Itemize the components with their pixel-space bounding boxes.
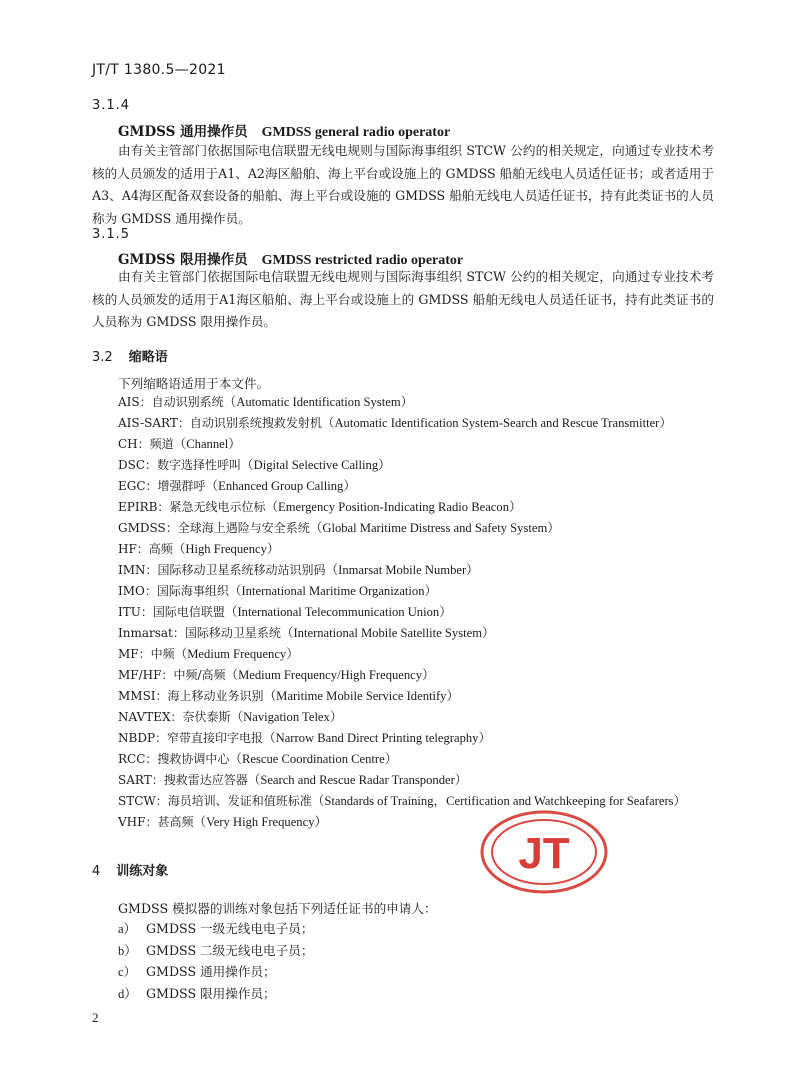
training-targets-intro: GMDSS 模拟器的训练对象包括下列适任证书的申请人： <box>118 901 437 916</box>
abbr-en: （International Telecommunication Union） <box>224 605 452 619</box>
abbr-en: （Medium Frequency） <box>174 647 299 661</box>
clause-number-3-1-5: 3.1.5 <box>92 227 131 242</box>
abbr-en: （Very High Frequency） <box>193 815 328 829</box>
abbr-cn: 国际电信联盟 <box>152 605 225 619</box>
training-target-list <box>118 918 313 1004</box>
abbr: ITU： <box>118 605 153 619</box>
abbr-cn: 全球海上遇险与安全系统 <box>177 521 310 535</box>
section-heading-4 <box>92 860 168 879</box>
standard-code-header: JT/T 1380.5—2021 <box>92 62 226 78</box>
abbr: STCW： <box>118 794 168 808</box>
abbreviation-item <box>118 665 686 686</box>
section-number: 3.2 <box>92 350 113 365</box>
abbr: MMSI： <box>118 689 168 703</box>
item-text: GMDSS 二级无线电电子员； <box>146 942 314 958</box>
abbr-cn: 海员培训、发证和值班标准 <box>167 794 312 808</box>
abbr: NAVTEX： <box>118 710 183 724</box>
abbreviation-item <box>118 644 686 665</box>
stamp-text: JT <box>518 829 570 878</box>
abbreviation-item <box>118 476 686 497</box>
abbr-cn: 甚高频 <box>157 815 194 829</box>
abbreviation-item <box>118 560 686 581</box>
abbreviation-item <box>118 518 686 539</box>
term-en: GMDSS restricted radio operator <box>261 253 464 268</box>
abbreviation-item <box>118 434 686 455</box>
abbreviation-item <box>118 770 686 791</box>
abbreviations-intro: 下列缩略语适用于本文件。 <box>118 376 270 391</box>
item-text: GMDSS 通用操作员； <box>146 964 276 979</box>
abbr-en: （Narrow Band Direct Printing telegraphy） <box>263 731 492 745</box>
abbr: EGC： <box>118 479 158 493</box>
abbr: MF： <box>118 647 151 661</box>
abbreviation-item <box>118 623 686 644</box>
abbreviation-item <box>118 686 686 707</box>
abbreviation-item <box>118 749 686 770</box>
abbr-cn: 自动识别系统 <box>151 395 224 409</box>
abbr: IMO： <box>118 584 157 598</box>
abbr-cn: 中频/高频 <box>173 668 226 682</box>
abbr-en: （Channel） <box>173 437 241 451</box>
abbr-en: （Rescue Coordination Centre） <box>229 752 398 766</box>
abbr: RCC： <box>118 752 158 766</box>
abbr-cn: 海上移动业务识别 <box>167 689 264 703</box>
abbr-cn: 增强群呼 <box>157 479 206 493</box>
abbr-cn: 中频 <box>150 647 175 661</box>
abbr-en: （International Mobile Satellite System） <box>280 626 495 640</box>
abbr-en: （Automatic Identification System） <box>223 395 414 409</box>
term-cn: GMDSS 通用操作员 <box>118 124 248 140</box>
item-text: GMDSS 一级无线电电子员； <box>146 921 314 936</box>
section-number: 4 <box>92 864 101 879</box>
abbr-en: （Global Maritime Distress and Safety System） <box>309 521 560 535</box>
abbr-cn: 频道 <box>149 437 174 451</box>
abbr: AIS： <box>118 395 152 409</box>
abbr-en: （Search and Rescue Radar Transponder） <box>247 773 468 787</box>
abbr-en: （Maritime Mobile Service Identify） <box>263 689 460 703</box>
abbr-cn: 国际移动卫星系统移动站识别码 <box>157 563 326 577</box>
abbr: Inmarsat： <box>118 626 185 640</box>
clause-number-3-1-4: 3.1.4 <box>92 98 131 113</box>
abbr: DSC： <box>118 458 158 472</box>
item-text: GMDSS 限用操作员； <box>146 985 276 1001</box>
abbr: NBDP： <box>118 731 168 745</box>
abbr: HF： <box>118 542 149 556</box>
abbreviation-item <box>118 497 686 518</box>
abbr: GMDSS： <box>118 521 178 535</box>
list-item <box>118 940 313 962</box>
abbr-en: （Navigation Telex） <box>230 710 343 724</box>
section-title: 训练对象 <box>116 864 169 879</box>
abbr-en: （Automatic Identification System-Search and Rescue Transmitter） <box>321 416 672 430</box>
abbr: SART： <box>118 773 164 787</box>
jt-stamp-logo <box>478 808 610 896</box>
abbr-en: （Standards of Training，Certification and Watchkeeping for Seafarers） <box>311 794 687 808</box>
abbr-cn: 高频 <box>148 542 173 556</box>
abbreviation-item <box>118 728 686 749</box>
term-3-1-4 <box>118 120 450 141</box>
abbreviation-item <box>118 455 686 476</box>
abbr: MF/HF： <box>118 668 174 682</box>
definition-3-1-4: 由有关主管部门依据国际电信联盟无线电规则与国际海事组织 STCW 公约的相关规定，向通过专业技术考核的人员颁发的适用于A1、A2海区船舶、海上平台或设施上的 GMDSS 船舶无线电人员适任证书；或者适用于A3、A4海区配备双套设备的船舶、海上平台或设施的 GMDSS 船舶无线电人员适任证书，持有此类证书的人员称为 GMDSS 通用操作员。 <box>92 143 714 226</box>
abbr-cn: 国际移动卫星系统 <box>184 626 281 640</box>
abbr-en: （Inmarsat Mobile Number） <box>325 563 479 577</box>
list-item <box>118 961 313 983</box>
abbr-en: （High Frequency） <box>172 542 280 556</box>
abbr-en: （Enhanced Group Calling） <box>205 479 356 493</box>
definition-3-1-5: 由有关主管部门依据国际电信联盟无线电规则与国际海事组织 STCW 公约的相关规定，向通过专业技术考核的人员颁发的适用于A1海区船舶、海上平台或设施上的 GMDSS 船舶无线电人员适任证书，持有此类证书的人员称为 GMDSS 限用操作员。 <box>92 269 714 329</box>
item-label: d） <box>118 986 137 1001</box>
abbr-en: （International Maritime Organization） <box>228 584 438 598</box>
abbr: AIS-SART： <box>118 416 190 430</box>
abbreviation-item <box>118 707 686 728</box>
abbreviation-item <box>118 413 686 434</box>
abbr: CH： <box>118 437 150 451</box>
abbr-cn: 紧急无线电示位标 <box>169 500 266 514</box>
term-cn: GMDSS 限用操作员 <box>118 252 248 268</box>
list-item <box>118 983 313 1005</box>
section-title: 缩略语 <box>128 350 168 365</box>
abbr-cn: 窄带直接印字电报 <box>167 731 264 745</box>
item-label: a） <box>118 922 137 936</box>
abbr: EPIRB： <box>118 500 170 514</box>
abbr-en: （Digital Selective Calling） <box>241 458 391 472</box>
abbr: IMN： <box>118 563 158 577</box>
abbr-en: （Medium Frequency/High Frequency） <box>225 668 435 682</box>
page-number: 2 <box>92 1010 99 1025</box>
abbreviation-item <box>118 602 686 623</box>
item-label: c） <box>118 965 137 979</box>
abbreviation-list <box>118 392 686 833</box>
list-item <box>118 918 313 940</box>
abbreviation-item <box>118 581 686 602</box>
abbr-cn: 搜救雷达应答器 <box>163 773 248 787</box>
abbreviation-item <box>118 539 686 560</box>
item-label: b） <box>118 943 137 958</box>
abbr-cn: 搜救协调中心 <box>157 752 230 766</box>
abbr-cn: 奈伏泰斯 <box>182 710 231 724</box>
abbr: VHF： <box>118 815 158 829</box>
abbr-cn: 国际海事组织 <box>156 584 229 598</box>
abbr-cn: 自动识别系统搜救发射机 <box>189 416 322 430</box>
abbreviation-item <box>118 392 686 413</box>
abbr-cn: 数字选择性呼叫 <box>157 458 242 472</box>
abbr-en: （Emergency Position-Indicating Radio Beacon） <box>265 500 522 514</box>
term-en: GMDSS general radio operator <box>261 125 451 140</box>
section-heading-3-2 <box>92 346 168 365</box>
